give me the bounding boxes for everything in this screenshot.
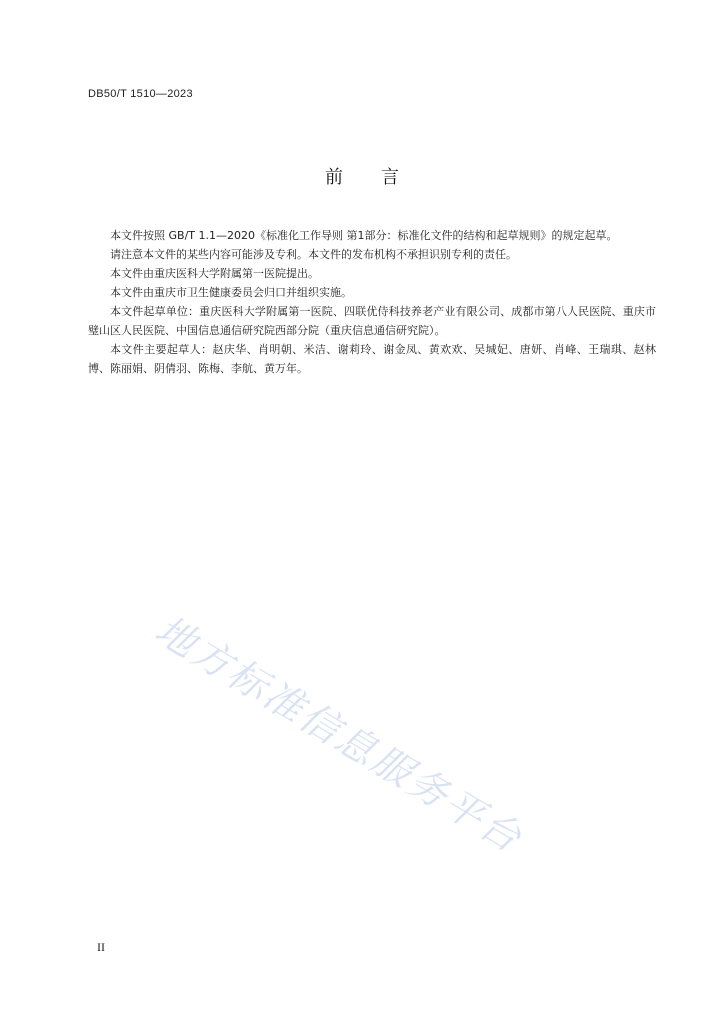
foreword-body <box>88 226 656 378</box>
paragraph-drafting-units: 本文件起草单位：重庆医科大学附属第一医院、四联优侍科技养老产业有限公司、成都市第八人民医院、重庆市璧山区人民医院、中国信息通信研究院西部分院（重庆信息通信研究院）。 <box>88 305 656 337</box>
paragraph-administrator: 本文件由重庆市卫生健康委员会归口并组织实施。 <box>110 286 352 299</box>
paragraph-proposer: 本文件由重庆医科大学附属第一医院提出。 <box>110 267 319 280</box>
paragraph-patent-notice: 请注意本文件的某些内容可能涉及专利。本文件的发布机构不承担识别专利的责任。 <box>110 248 517 261</box>
paragraph-drafting-rules: 本文件按照 GB/T 1.1—2020《标准化工作导则 第1部分：标准化文件的结构和起草规则》的规定起草。 <box>110 229 618 242</box>
page-title <box>0 163 724 189</box>
watermark: 地方标准信息服务平台 <box>147 607 531 863</box>
page-number: II <box>97 940 105 954</box>
title-char-1: 前 <box>325 167 343 188</box>
document-code: DB50/T 1510—2023 <box>88 88 193 100</box>
paragraph-drafters: 本文件主要起草人：赵庆华、肖明朝、米洁、谢莉玲、谢金凤、黄欢欢、吴城妃、唐妍、肖峰、王瑞琪、赵林博、陈丽娟、阴倩羽、陈梅、李航、黄万年。 <box>88 343 656 375</box>
title-char-2: 言 <box>381 167 399 188</box>
